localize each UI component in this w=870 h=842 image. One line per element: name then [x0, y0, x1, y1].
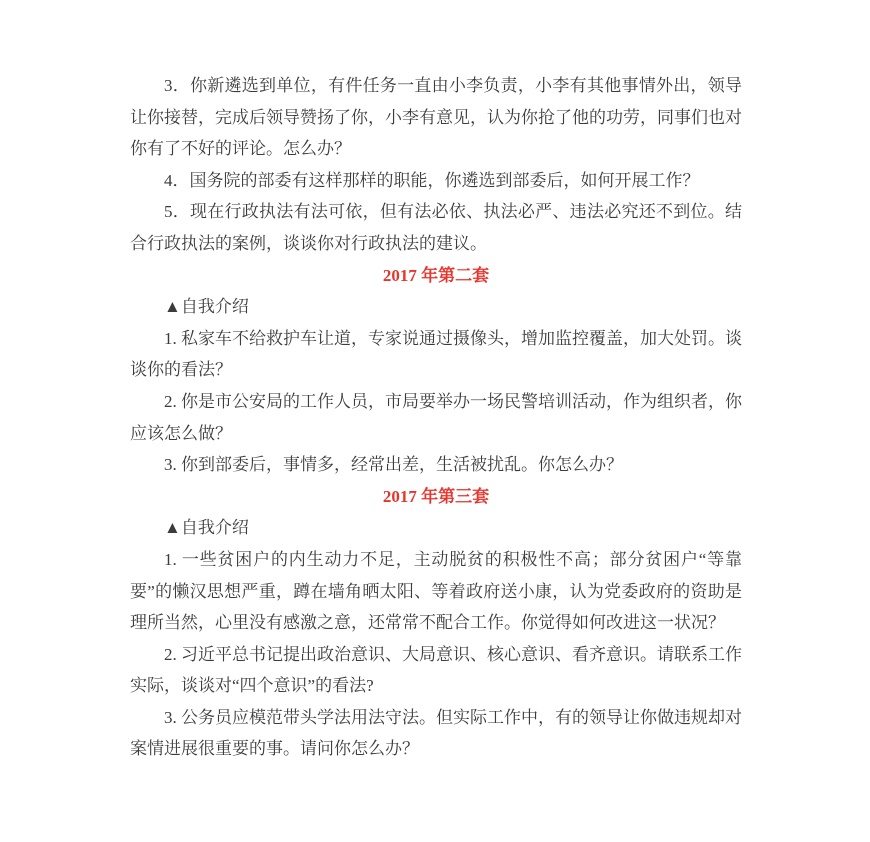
question-paragraph: 3. 你到部委后，事情多，经常出差，生活被扰乱。你怎么办？	[164, 455, 623, 475]
question-paragraph: 2. 习近平总书记提出政治意识、大局意识、核心意识、看齐意识。请联系工作实际，谈谈对“四个意识”的看法?	[130, 644, 742, 696]
question-paragraph: 5．现在行政执法有法可依，但有法必依、执法必严、违法必究还不到位。结合行政执法的案例，谈谈你对行政执法的建议。	[130, 202, 742, 253]
question-paragraph: 3. 公务员应模范带头学法用法守法。但实际工作中，有的领导让你做违规却对案情进展很重要的事。请问你怎么办？	[130, 707, 742, 759]
triangle-icon: ▲	[164, 518, 181, 538]
section-marker-label: 自我介绍	[180, 518, 249, 538]
question-paragraph: 3．你新遴选到单位，有件任务一直由小李负责，小李有其他事情外出，领导让你接替，完成后领导赞扬了你，小李有意见，认为你抢了他的功劳，同事们也对你有了不好的评论。怎么办？	[130, 76, 742, 159]
section-marker	[130, 512, 742, 544]
question-paragraph: 1. 一些贫困户的内生动力不足，主动脱贫的积极性不高；部分贫困户“等靠要”的懒汉思想严重，蹲在墙角晒太阳、等着政府送小康，认为党委政府的资助是理所当然，心里没有感激之意，还常常不配合工作。你觉得如何改进这一状况？	[130, 549, 742, 633]
triangle-icon: ▲	[164, 297, 181, 317]
section-marker-label: 自我介绍	[180, 297, 249, 317]
question-paragraph: 2. 你是市公安局的工作人员，市局要举办一场民警培训活动，作为组织者，你应该怎么做？	[130, 391, 742, 443]
question-paragraph: 1. 私家车不给救护车让道，专家说通过摄像头，增加监控覆盖，加大处罚。谈谈你的看法？	[130, 328, 742, 380]
document-content	[130, 70, 742, 765]
set-heading: 2017 年第二套	[382, 265, 490, 285]
question-paragraph: 4．国务院的部委有这样那样的职能，你遴选到部委后，如何开展工作？	[164, 170, 700, 190]
set-heading: 2017 年第三套	[382, 486, 490, 506]
section-marker	[130, 291, 742, 323]
